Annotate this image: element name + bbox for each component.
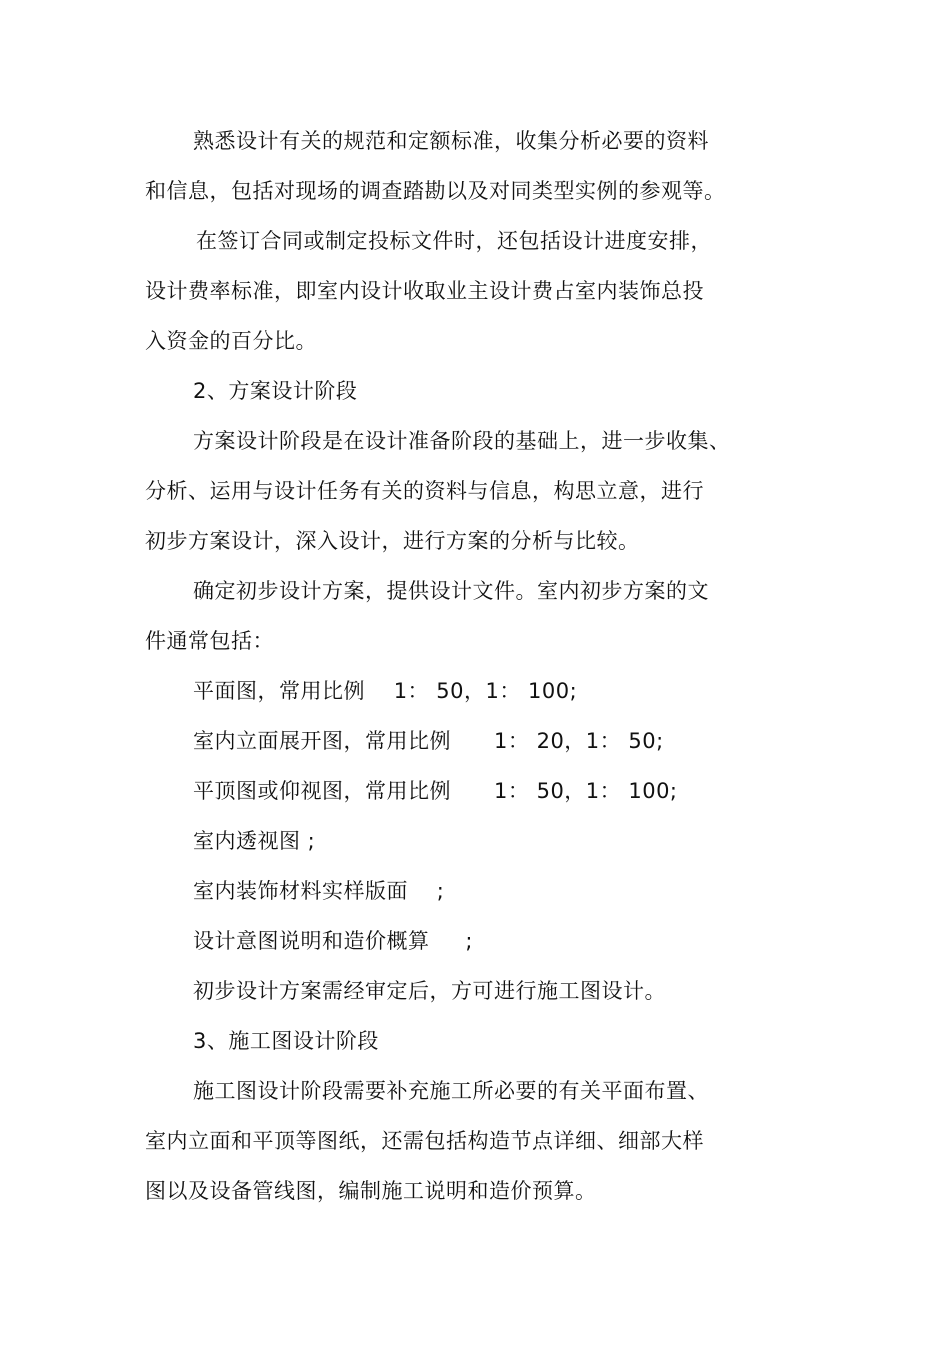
text-line: 施工图设计阶段需要补充施工所必要的有关平面布置、	[193, 1079, 709, 1103]
text-line: 方案设计阶段是在设计准备阶段的基础上，进一步收集、	[193, 429, 731, 453]
text-line: 确定初步设计方案，提供设计文件。室内初步方案的文	[193, 579, 709, 603]
text-line: 初步设计方案需经审定后，方可进行施工图设计。	[193, 979, 666, 1003]
text-line: 件通常包括：	[145, 629, 274, 653]
section-heading: 2、方案设计阶段	[193, 379, 358, 403]
text-line: 熟悉设计有关的规范和定额标准，收集分析必要的资料	[193, 129, 709, 153]
list-item: 设计意图说明和造价概算 ;	[193, 929, 473, 953]
section-heading: 3、施工图设计阶段	[193, 1029, 379, 1053]
text-line: 室内立面和平顶等图纸，还需包括构造节点详细、细部大样	[145, 1129, 704, 1153]
list-item: 室内装饰材料实样版面 ;	[193, 879, 445, 903]
text-line: 图以及设备管线图，编制施工说明和造价预算。	[145, 1179, 597, 1203]
text-line: 设计费率标准，即室内设计收取业主设计费占室内装饰总投	[145, 279, 704, 303]
text-line: 初步方案设计，深入设计，进行方案的分析与比较。	[145, 529, 640, 553]
list-item: 室内立面展开图，常用比例 1： 20，1： 50;	[193, 729, 664, 753]
list-item: 平面图，常用比例 1： 50，1： 100;	[193, 679, 578, 703]
text-line: 分析、运用与设计任务有关的资料与信息，构思立意，进行	[145, 479, 704, 503]
list-item: 平顶图或仰视图，常用比例 1： 50，1： 100;	[193, 779, 678, 803]
text-line: 在签订合同或制定投标文件时，还包括设计进度安排，	[196, 229, 712, 253]
list-item: 室内透视图 ;	[193, 829, 316, 853]
text-line: 入资金的百分比。	[145, 329, 317, 353]
text-line: 和信息，包括对现场的调查踏勘以及对同类型实例的参观等。	[145, 179, 726, 203]
